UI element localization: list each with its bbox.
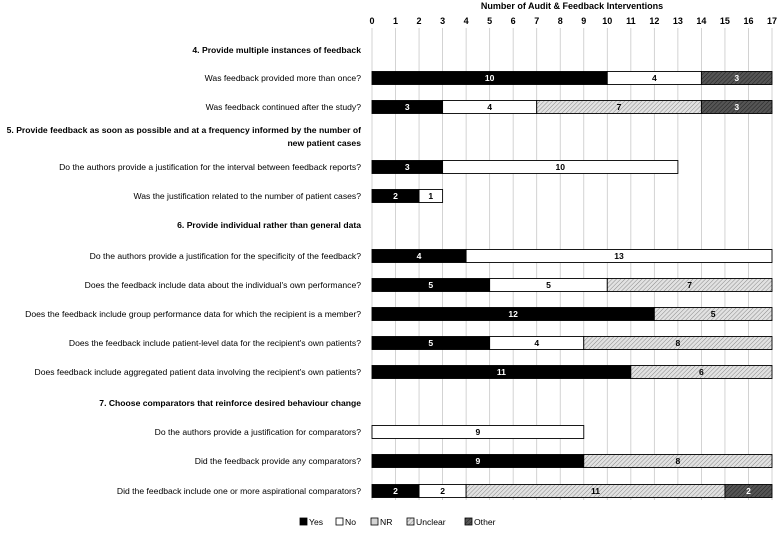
section-heading: 5. Provide feedback as soon as possible and at a frequency informed by the number of: [6, 125, 361, 135]
x-tick-label: 6: [510, 16, 516, 26]
question-label: Does the feedback include data about the individual's own performance?: [84, 280, 361, 290]
question-label: Does the feedback include patient-level data for the recipient's own patients?: [68, 338, 361, 348]
data-label: 8: [675, 338, 681, 348]
legend-swatch-yes: [300, 518, 307, 525]
data-label: 1: [428, 191, 434, 201]
question-label: Was the justification related to the number of patient cases?: [133, 191, 361, 201]
x-tick-label: 9: [581, 16, 587, 26]
section-heading: new patient cases: [287, 138, 361, 148]
data-label: 5: [546, 280, 551, 290]
data-label: 12: [508, 309, 518, 319]
data-label: 9: [475, 456, 481, 466]
chart-rows: [7, 45, 772, 498]
data-label: 13: [614, 251, 624, 261]
data-label: 3: [734, 73, 740, 83]
x-tick-label: 5: [487, 16, 493, 26]
data-label: 3: [404, 162, 410, 172]
data-label: 3: [404, 102, 410, 112]
section-heading: 7. Choose comparators that reinforce desired behaviour change: [99, 398, 361, 408]
data-label: 4: [534, 338, 540, 348]
question-label: Does the feedback include group performance data for which the recipient is a member?: [25, 309, 361, 319]
x-tick-label: 7: [534, 16, 540, 26]
x-tick-label: 10: [602, 16, 613, 26]
data-label: 4: [651, 73, 657, 83]
x-tick-label: 0: [369, 16, 375, 26]
legend-swatch-nr: [371, 518, 378, 525]
legend-label-no: No: [345, 517, 356, 527]
question-label: Does feedback include aggregated patient data involving the recipient's own patients?: [34, 367, 361, 377]
question-label: Did the feedback include one or more aspirational comparators?: [116, 486, 361, 496]
x-axis-ticks: [369, 16, 777, 26]
legend: [300, 517, 496, 527]
legend-label-other: Other: [474, 517, 496, 527]
data-label: 2: [440, 486, 445, 496]
data-label: 11: [496, 367, 506, 377]
legend-swatch-unclear: [407, 518, 414, 525]
data-label: 5: [710, 309, 716, 319]
x-tick-label: 12: [649, 16, 660, 26]
legend-swatch-other: [465, 518, 472, 525]
legend-label-unclear: Unclear: [416, 517, 446, 527]
data-label: 10: [484, 73, 495, 83]
data-label: 7: [687, 280, 693, 290]
data-label: 4: [487, 102, 493, 112]
data-label: 3: [734, 102, 740, 112]
data-label: 7: [616, 102, 622, 112]
question-label: Was feedback continued after the study?: [205, 102, 361, 112]
data-label: 5: [428, 280, 434, 290]
data-label: 10: [555, 162, 566, 172]
x-tick-label: 4: [463, 16, 469, 26]
x-tick-label: 17: [766, 16, 778, 26]
data-label: 6: [699, 367, 704, 377]
data-label: 11: [590, 486, 601, 496]
x-tick-label: 1: [393, 16, 399, 26]
x-tick-label: 15: [719, 16, 730, 26]
data-label: 2: [393, 191, 398, 201]
question-label: Did the feedback provide any comparators?: [194, 456, 361, 466]
x-tick-label: 16: [743, 16, 754, 26]
x-tick-label: 8: [557, 16, 563, 26]
legend-swatch-no: [336, 518, 343, 525]
data-label: 2: [746, 486, 751, 496]
data-label: 8: [675, 456, 681, 466]
data-label: 2: [393, 486, 398, 496]
section-heading: 6. Provide individual rather than general data: [177, 220, 361, 230]
data-label: 5: [428, 338, 434, 348]
section-heading: 4. Provide multiple instances of feedback: [192, 45, 361, 55]
question-label: Do the authors provide a justification for the specificity of the feedback?: [89, 251, 361, 261]
question-label: Was feedback provided more than once?: [204, 73, 361, 83]
question-label: Do the authors provide a justification for comparators?: [154, 427, 361, 437]
legend-label-nr: NR: [380, 517, 393, 527]
question-label: Do the authors provide a justification for the interval between feedback reports?: [59, 162, 361, 172]
data-label: 9: [475, 427, 481, 437]
data-label: 4: [416, 251, 422, 261]
x-tick-label: 2: [416, 16, 422, 26]
x-tick-label: 13: [672, 16, 683, 26]
x-tick-label: 14: [696, 16, 707, 26]
x-axis-title: Number of Audit & Feedback Interventions: [480, 1, 664, 11]
legend-label-yes: Yes: [309, 517, 324, 527]
x-tick-label: 3: [440, 16, 446, 26]
x-tick-label: 11: [626, 16, 636, 26]
